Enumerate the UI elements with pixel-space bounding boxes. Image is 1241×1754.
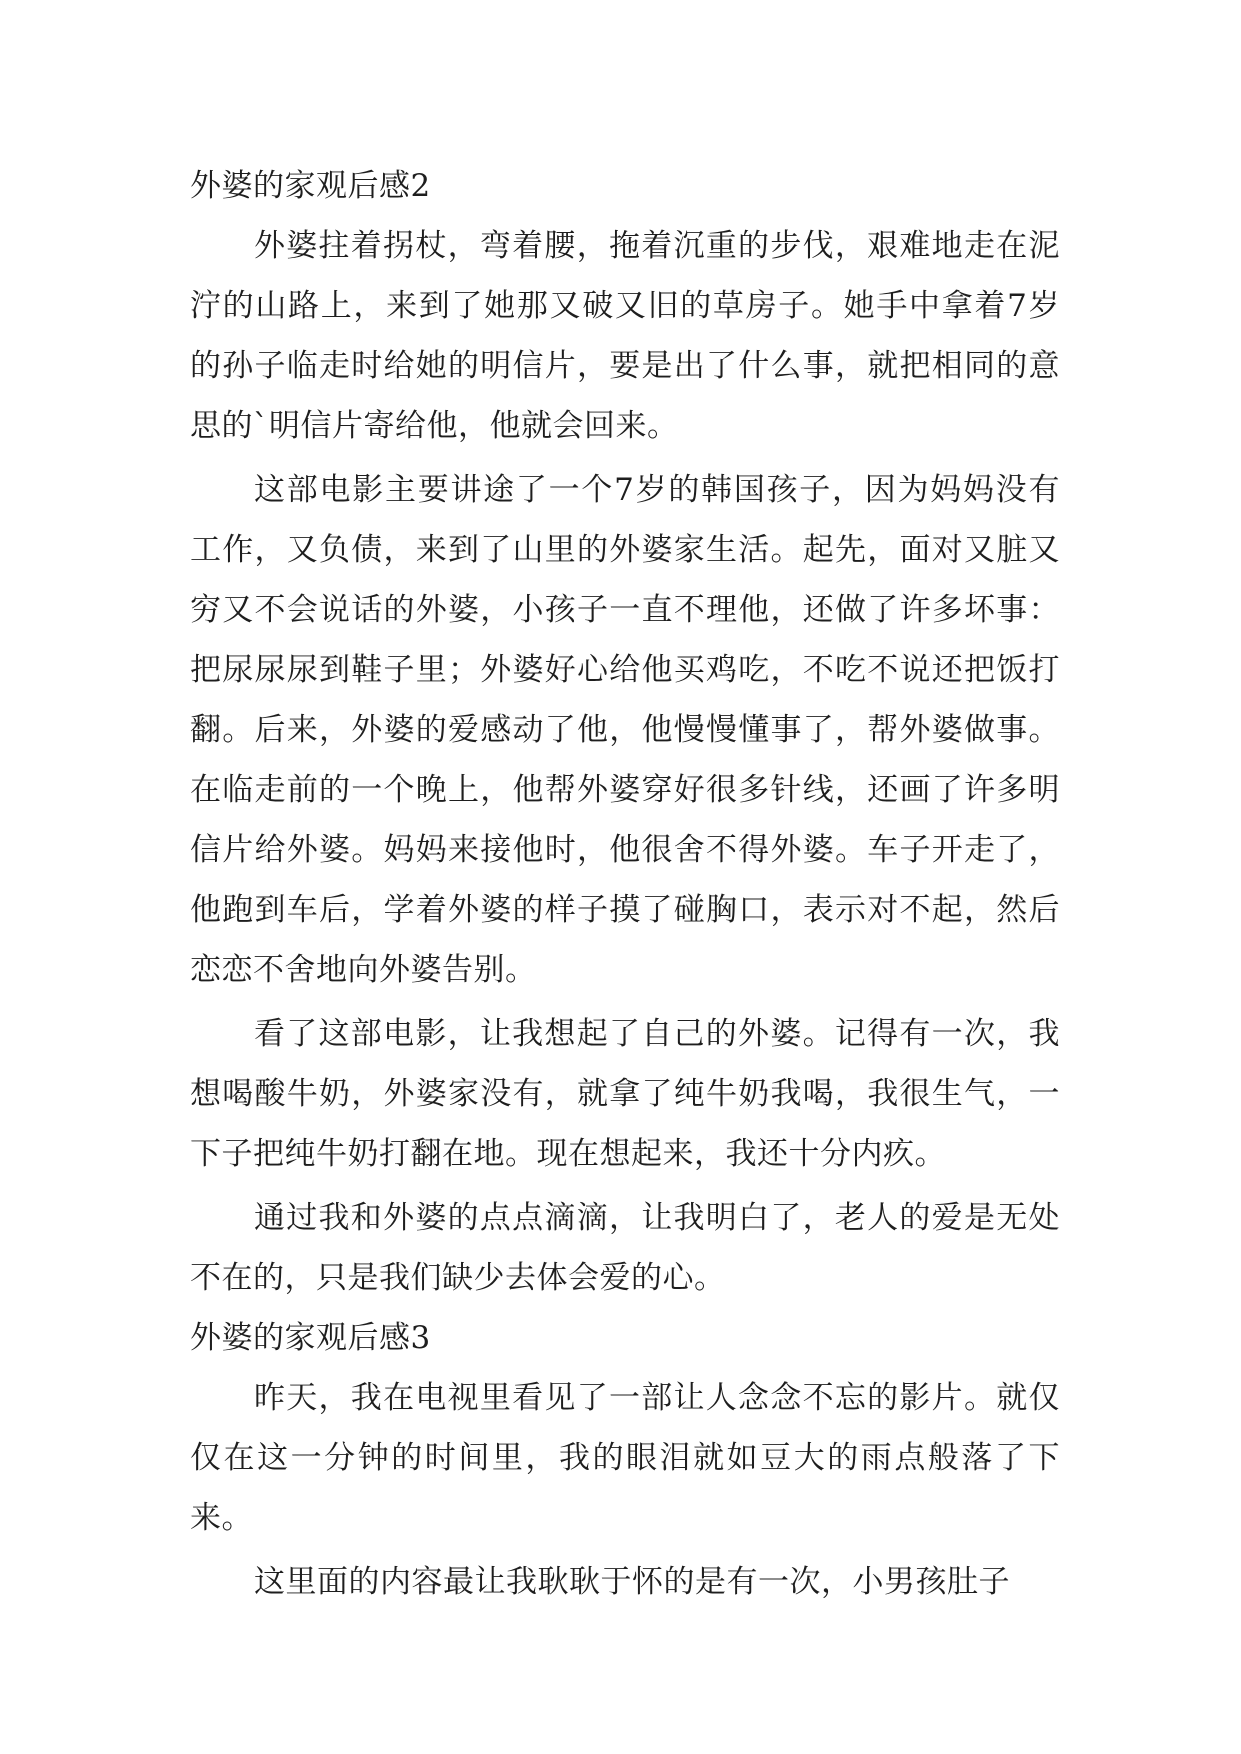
- paragraph: 昨天，我在电视里看见了一部让人念念不忘的影片。就仅仅在这一分钟的时间里，我的眼泪就如豆大的雨点般落了下来。: [190, 1380, 1060, 1536]
- section-title: 外婆的家观后感2: [190, 168, 431, 204]
- paragraph: 看了这部电影，让我想起了自己的外婆。记得有一次，我想喝酸牛奶，外婆家没有，就拿了纯牛奶我喝，我很生气，一下子把纯牛奶打翻在地。现在想起来，我还十分内疚。: [190, 1016, 1060, 1172]
- section-title: 外婆的家观后感3: [190, 1320, 431, 1356]
- paragraph: 这部电影主要讲途了一个7岁的韩国孩子，因为妈妈没有工作，又负债，来到了山里的外婆家生活。起先，面对又脏又穷又不会说话的外婆，小孩子一直不理他，还做了许多坏事：把尿尿尿到鞋子里；外婆好心给他买鸡吃，不吃不说还把饭打翻。后来，外婆的爱感动了他，他慢慢懂事了，帮外婆做事。在临走前的一个晚上，他帮外婆穿好很多针线，还画了许多明信片给外婆。妈妈来接他时，他很舍不得外婆。车子开走了，他跑到车后，学着外婆的样子摸了碰胸口，表示对不起，然后恋恋不舍地向外婆告别。: [190, 472, 1060, 988]
- paragraph: 外婆拄着拐杖，弯着腰，拖着沉重的步伐，艰难地走在泥泞的山路上，来到了她那又破又旧的草房子。她手中拿着7岁的孙子临走时给她的明信片，要是出了什么事，就把相同的意思的`明信片寄给他，他就会回来。: [190, 228, 1060, 444]
- paragraph: 这里面的内容最让我耿耿于怀的是有一次，小男孩肚子: [254, 1564, 1010, 1600]
- paragraph: 通过我和外婆的点点滴滴，让我明白了，老人的爱是无处不在的，只是我们缺少去体会爱的心。: [190, 1200, 1060, 1296]
- document-body: [190, 156, 1060, 1612]
